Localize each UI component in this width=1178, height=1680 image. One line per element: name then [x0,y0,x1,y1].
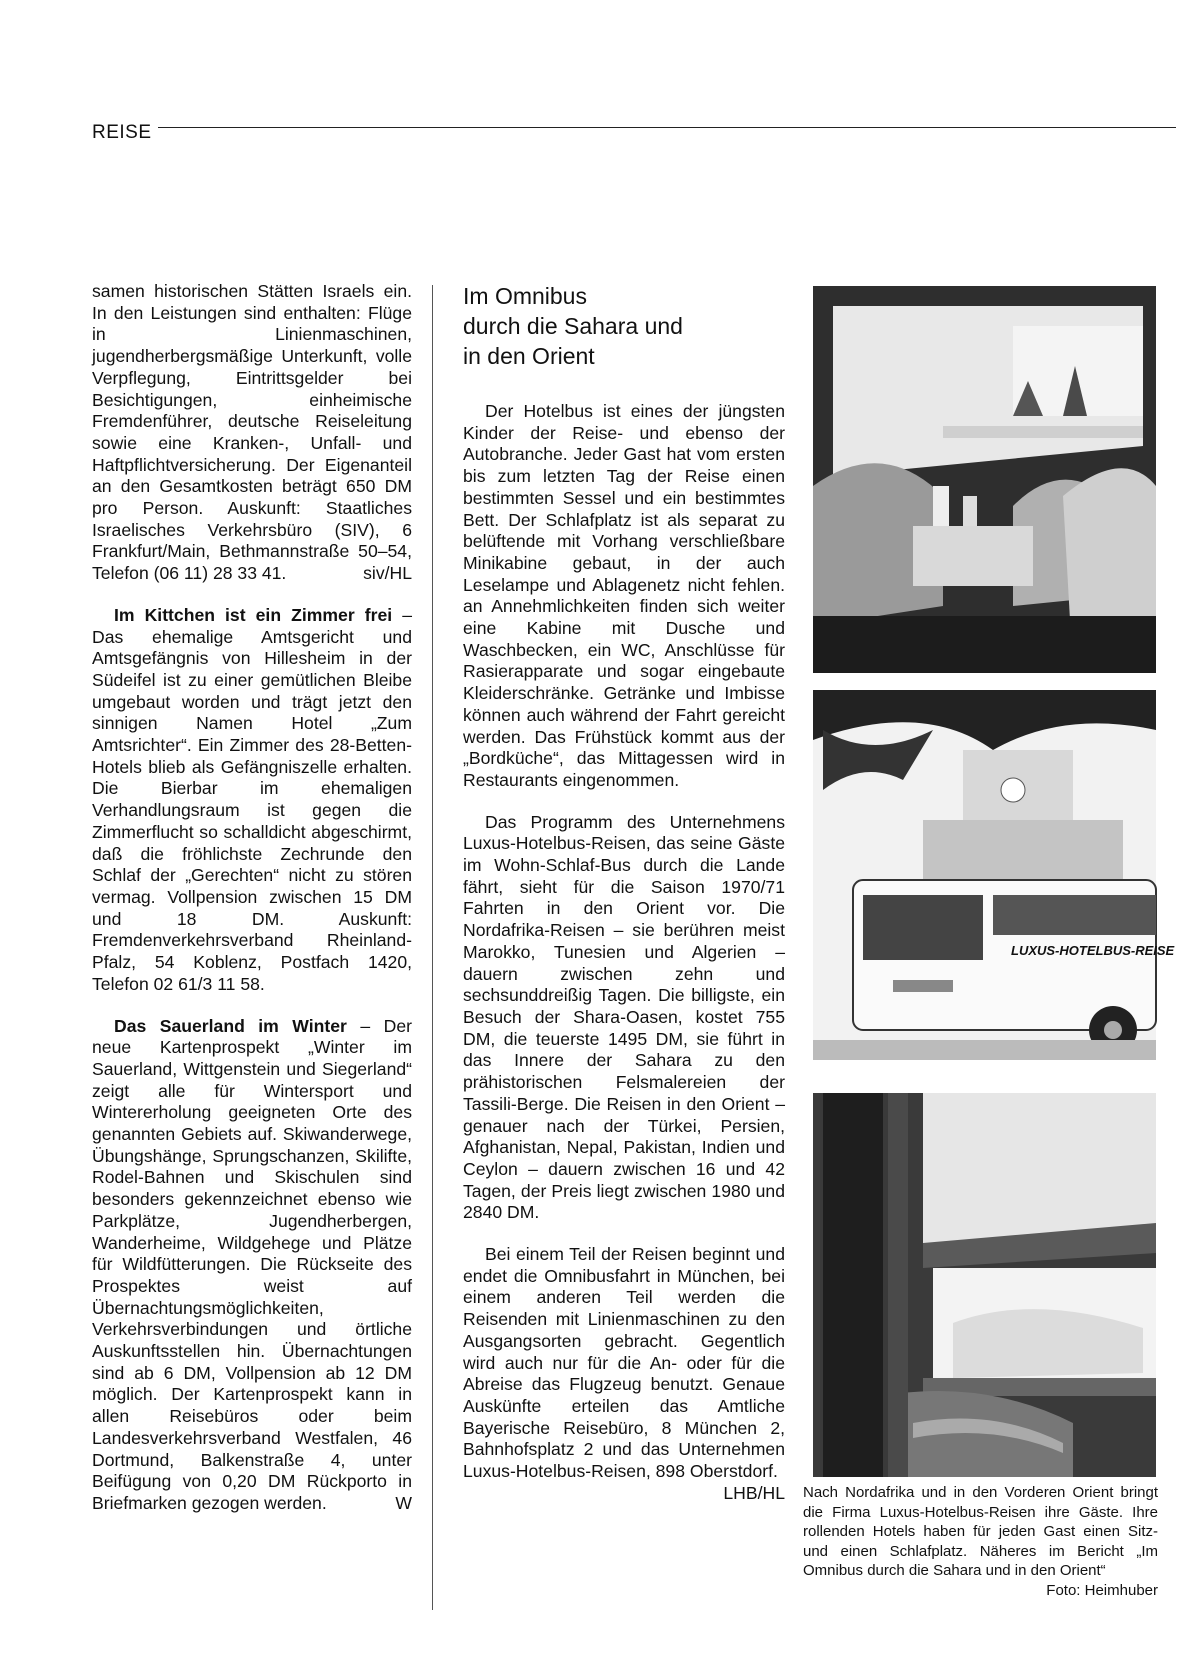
kittchen-text: – Das ehemalige Amtsgericht und Amtsgefängnis von Hillesheim in der Südeifel ist zu einer gemütlichen Bleibe umgebaut worden und trägt jetzt den sinnigen Namen Hotel „Zum Amtsrichter“. Ein Zimmer des 28-Betten-Hotels blieb als Gefängniszelle erhalten. Die Bierbar im ehemaligen Verhandlungsraum ist gegen die Zimmerflucht so schalldicht abgeschirmt, daß die fröhlichste Zechrunde den Schlaf der „Gerechten“ nicht zu stören vermag. Vollpension zwischen 15 DM und 18 DM. Auskunft: Fremdenverkehrsverband Rheinland-Pfalz, 54 Koblenz, Postfach 1420, Telefon 02 61/3 11 58. [92,604,412,994]
kittchen-heading: Im Kittchen ist ein Zimmer frei [114,604,393,625]
headline-line: durch die Sahara und [463,313,683,339]
photo-credit: Foto: Heimhuber [1046,1581,1158,1599]
header-rule [158,127,1176,128]
article-paragraph: Das Programm des Unternehmens Luxus-Hotelbus-Reisen, das seine Gäste im Wohn-Schlaf-Bus durch die Lande fährt, sieht für die Saison 1970/71 Fahrten in den Orient vor. Die Nordafrika-Reisen – sie berühren meist Marokko, Tunesien und Algerien – dauern zwischen zehn und sechsunddreißig Tagen. Die billigste, ein Besuch der Shara-Oasen, kostet 755 DM, die teuerste 1495 DM, sie führt in das Innere der Sahara zu den prähistorischen Felsmalereien der Tassili-Berge. Die Reisen in den Orient – genauer nach der Türkei, Persien, Afghanistan, Nepal, Pakistan, Indien und Ceylon – dauern zwischen 16 und 42 Tagen, der Preis liegt zwischen 1980 und 2840 DM. [463,811,785,1223]
page-header [92,122,1092,146]
israel-text: samen historischen Stätten Israels ein. In den Leistungen sind enthalten: Flüge in Linienmaschinen, jugendherbergsmäßige Unterkunft, volle Verpflegung, Eintrittsgelder bei Besichtigungen, einheimische Fremdenführer, deutsche Reiseleitung sowie eine Kranken-, Unfall- und Haftpflichtversicherung. Der Eigenanteil an den Gesamtkosten beträgt 650 DM pro Person. Auskunft: Staatliches Israelisches Verkehrsbüro (SIV), 6 Frankfurt/Main, Bethmannstraße 50–54, Telefon (06 11) 28 33 41. [92,281,412,584]
article-text: Bei einem Teil der Reisen beginnt und endet die Omnibusfahrt in München, bei einem anderen Teil werden die Reisenden mit Linienmaschinen zu den Ausgangsorten gebracht. Gegentlich wird auch nur für die An- oder für die Abreise das Flugzeug benutzt. Genaue Auskünfte erteilen das Amtliche Bayerische Reisebüro, 8 München 2, Bahnhofsplatz 2 und das Unternehmen Luxus-Hotelbus-Reisen, 898 Oberstdorf. [463,1244,785,1482]
caption-text: Nach Nordafrika und in den Vorderen Orient bringt die Firma Luxus-Hotelbus-Reisen ihre Gäste. Ihre rollenden Hotels haben für jeden Gast einen Sitz- und einen Schlafplatz. Näheres im Bericht „Im Omnibus durch die Sahara und in den Orient“ [803,1484,1158,1580]
article-paragraph [463,1244,785,1503]
left-column [92,281,412,1515]
bus-logo-text: LUXUS-HOTELBUS-REISE [1011,943,1175,958]
article-headline [463,281,785,371]
headline-line: Im Omnibus [463,283,587,309]
column-divider [432,285,433,1610]
sauerland-paragraph [92,1016,412,1515]
bus-interior-illustration [813,286,1156,673]
kittchen-paragraph [92,605,412,996]
photo-bus-exterior [813,690,1175,1060]
signature: siv/HL [363,563,412,584]
middle-column [463,281,785,1504]
section-label: REISE [92,122,152,143]
sauerland-heading: Das Sauerland im Winter [114,1015,347,1036]
signature: LHB/HL [723,1482,785,1503]
sleeping-cabin-illustration [813,1093,1156,1477]
photo-bus-interior [813,286,1156,673]
photo-caption [803,1483,1158,1601]
israel-paragraph [92,281,412,585]
signature: W [395,1492,412,1513]
sauerland-text: – Der neue Kartenprospekt „Winter im Sauerland, Wittgenstein und Siegerland“ zeigt alle für Wintersport und Wintererholung geeigneten Orte des genannten Gebiets auf. Skiwanderwege, Übungshänge, Sprungschanzen, Skilifte, Rodel-Bahnen und Skischulen sind besonders gekennzeichnet ebenso wie Parkplätze, Jugendherbergen, Wanderheime, Wildgehege und Plätze für Wildfütterungen. Die Rückseite des Prospektes weist auf Übernachtungsmöglichkeiten, Verkehrsverbindungen und örtliche Auskunftsstellen hin. Übernachtungen sind ab 6 DM, Vollpension ab 12 DM möglich. Der Kartenprospekt kann in allen Reisebüros oder beim Landesverkehrsverband Westfalen, 46 Dortmund, Balkenstraße 4, unter Beifügung von 0,20 DM Rückporto in Briefmarken gezogen werden. [92,1015,412,1513]
bus-exterior-illustration [813,690,1175,1060]
headline-line: in den Orient [463,343,595,369]
article-paragraph: Der Hotelbus ist eines der jüngsten Kinder der Reise- und ebenso der Autobranche. Jeder Gast hat vom ersten bis zum letzten Tag der Reise einen bestimmten Sessel und ein bestimmtes Bett. Der Schlafplatz ist als separat zu belüftende mit Vorhang verschließbare Minikabine gebaut, in der auch Leselampe und Ablagenetz nicht fehlen. an Annehmlichkeiten finden sich weiter eine Kabine mit Dusche und Waschbecken, ein WC, Anschlüsse für Rasierapparate und sogar eingebaute Kleiderschränke. Getränke und Imbisse können auch während der Fahrt gereicht werden. Das Frühstück kommt aus der „Bordküche“, das Mittagessen wird in Restaurants eingenommen. [463,401,785,790]
photo-sleeping-cabin [813,1093,1156,1477]
